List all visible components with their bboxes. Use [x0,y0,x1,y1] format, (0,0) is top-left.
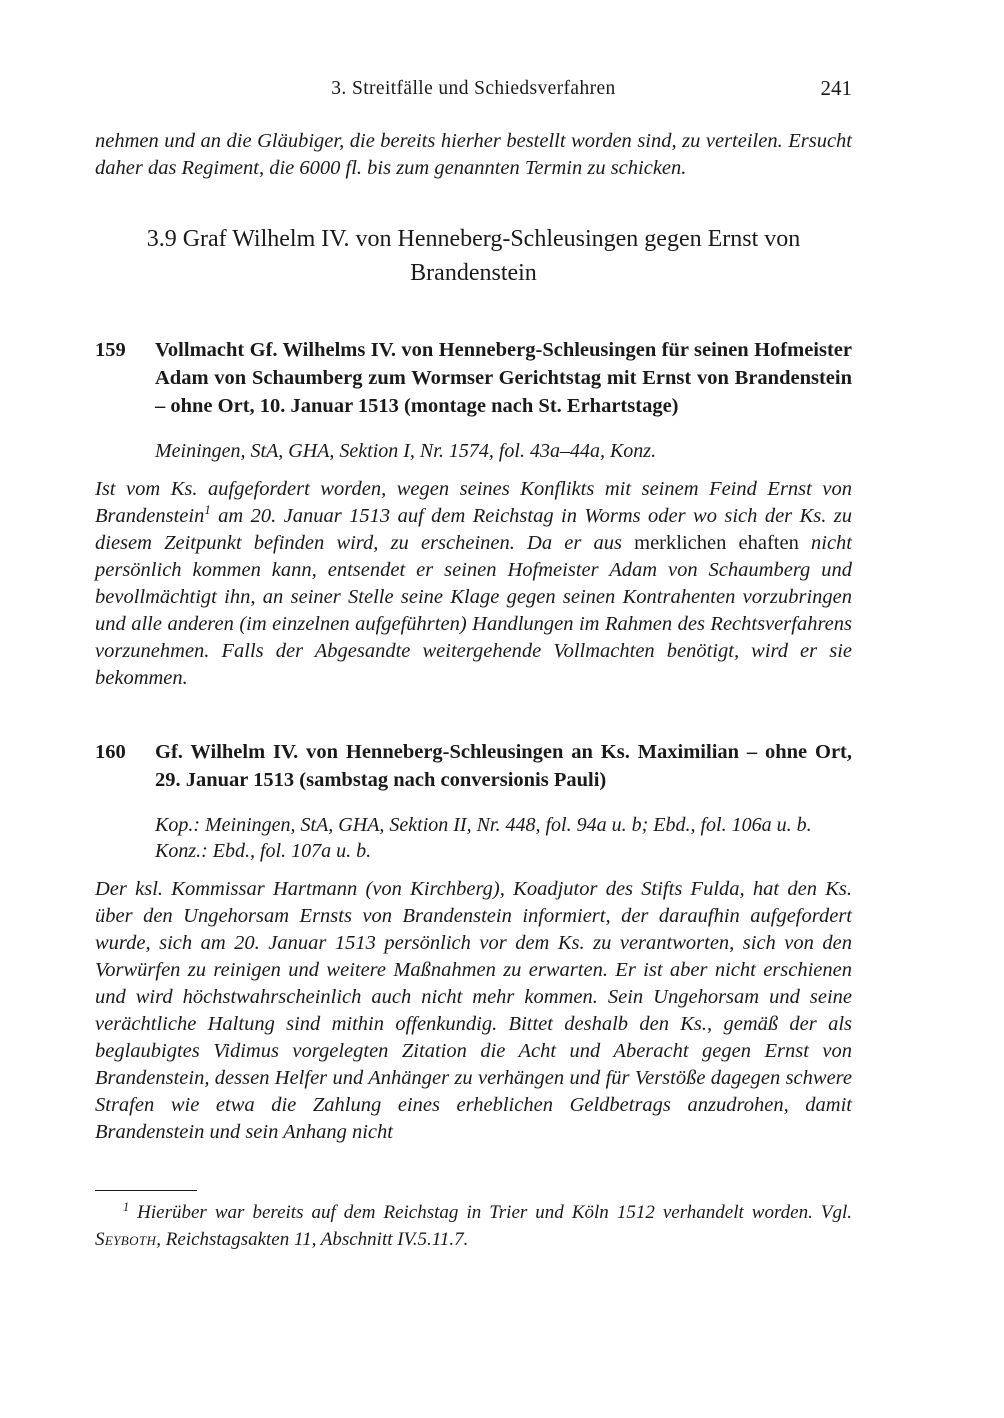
regest-quoted-term: merklichen ehaften [634,532,799,554]
footnote-separator [95,1190,197,1191]
entry-number: 159 [95,339,126,361]
entry-title: Gf. Wilhelm IV. von Henneberg-Schleusingen an Ks. Maximilian – ohne Ort, 29. Januar 1513 (sambstag nach conversionis Pauli) [155,741,852,791]
entry-159-heading [95,336,852,420]
footnote-text: , Reichstagsakten 11, Abschnitt IV.5.11.7. [156,1228,469,1250]
source-line: Konz.: Ebd., fol. 107a u. b. [155,840,372,862]
regest-text: am 20. Januar 1513 auf dem Reichstag in Worms oder wo sich der Ks. zu diesem Zeitpunkt befinden wird, zu erscheinen. Da er aus [95,505,852,554]
regest-text: Ist vom Ks. aufgefordert worden, wegen seines Konflikts mit seinem Feind Ernst von Brandenstein [95,478,852,527]
regest-paragraph: Der ksl. Kommissar Hartmann (von Kirchberg), Koadjutor des Stifts Fulda, hat den Ks. über den Ungehorsam Ernsts von Brandenstein informiert, der daraufhin aufgefordert wurde, sich am 20. Januar 1513 persönlich vor dem Ks. zu verantworten, sich von den Vorwürfen zu reinigen und weitere Maßnahmen zu erwarten. Er ist aber nicht erschienen und wird höchstwahrscheinlich auch nicht mehr kommen. Sein Ungehorsam und seine verächtliche Haltung sind mithin offenkundig. Bittet deshalb den Ks., gemäß der als beglaubigtes Vidimus vorgelegten Zitation die Acht und Aberacht gegen Ernst von Brandenstein, dessen Helfer und Anhänger zu verhängen und für Verstöße dagegen schwere Strafen wie etwa die Zahlung eines erheblichen Geldbetrags anzudrohen, damit Brandenstein und sein Anhang nicht [95,878,852,1143]
footnote-author-name: Seyboth [95,1228,157,1250]
intro-paragraph: nehmen und an die Gläubiger, die bereits hierher bestellt worden sind, zu verteilen. Ersucht daher das Regiment, die 6000 fl. bis zum genannten Termin zu schicken. [95,130,852,179]
source-line: Kop.: Meiningen, StA, GHA, Sektion II, Nr. 448, fol. 94a u. b; Ebd., fol. 106a u. b. [155,814,812,836]
regest-text: nicht persönlich kommen kann, entsendet er seinen Hofmeister Adam von Schaumberg und bevollmächtigt ihn, an seiner Stelle seine Klage gegen seinen Kontrahenten vorzubringen und alle anderen (im einzelnen aufgeführten) Handlungen im Rahmen des Rechtsverfahrens vorzunehmen. Falls der Abgesandte weitergehende Vollmachten benötigt, wird er sie bekommen. [95,532,852,689]
entry-160-heading [95,738,852,794]
entry-160 [95,738,852,1146]
running-head: 3. Streitfälle und Schiedsverfahren [331,78,616,99]
footnote [95,1200,852,1253]
entry-title: Vollmacht Gf. Wilhelms IV. von Henneberg-Schleusingen für seinen Hofmeister Adam von Schaumberg zum Wormser Gerichtstag mit Ernst von Brandenstein – ohne Ort, 10. Januar 1513 (montage nach St. Erhartstage) [155,339,852,417]
regest-paragraph [95,476,852,692]
page-number: 241 [820,76,852,100]
section-heading: 3.9 Graf Wilhelm IV. von Henneberg-Schleusingen gegen Ernst von Brandenstein [146,226,801,286]
page-header [95,78,852,104]
footnote-area [95,1190,852,1253]
entry-number: 160 [95,741,126,763]
footnote-marker: 1 [123,1199,130,1214]
source-citation: Meiningen, StA, GHA, Sektion I, Nr. 1574, fol. 43a–44a, Konz. [155,440,657,462]
source-citation [155,812,852,864]
footnote-ref: 1 [204,503,211,518]
entry-159 [95,336,852,692]
footnote-text: Hierüber war bereits auf dem Reichstag in Trier und Köln 1512 verhandelt worden. Vgl. [137,1202,852,1223]
